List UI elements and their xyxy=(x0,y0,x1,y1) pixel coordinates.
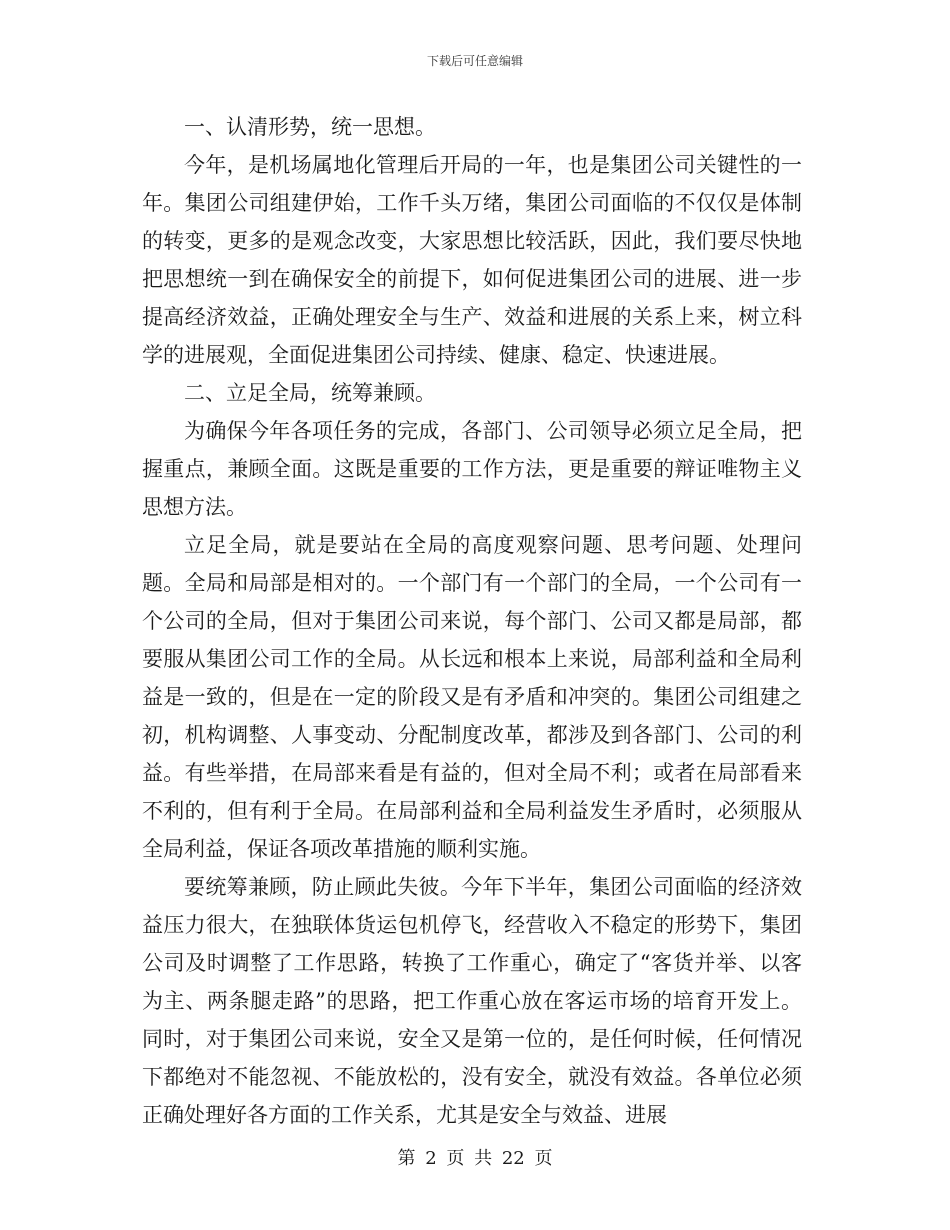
section-heading-2: 二、立足全局，统筹兼顾。 xyxy=(184,381,436,405)
body-paragraph: 要统筹兼顾，防止顾此失彼。今年下半年，集团公司面临的经济效益压力很大，在独联体货运包机停飞，经营收入不稳定的形势下，集团公司及时调整了工作思路，转换了工作重心，确定了“客货并举、以客为主、两条腿走路”的思路，把工作重心放在客运市场的培育开发上。同时，对于集团公司来说，安全又是第一位的，是任何时候，任何情况下都绝对不能忽视、不能放松的，没有安全，就没有效益。各单位必须正确处理好各方面的工作关系，尤其是安全与效益、进展 xyxy=(142,875,802,1127)
page-number-footer: 第 2 页 共 22 页 xyxy=(397,1148,553,1169)
body-paragraph: 为确保今年各项任务的完成，各部门、公司领导必须立足全局，把握重点，兼顾全面。这既是重要的工作方法，更是重要的辩证唯物主义思想方法。 xyxy=(142,419,802,519)
body-paragraph: 立足全局，就是要站在全局的高度观察问题、思考问题、处理问题。全局和局部是相对的。一个部门有一个部门的全局，一个公司有一个公司的全局，但对于集团公司来说，每个部门、公司又都是局部，都要服从集团公司工作的全局。从长远和根本上来说，局部利益和全局利益是一致的，但是在一定的阶段又是有矛盾和冲突的。集团公司组建之初，机构调整、人事变动、分配制度改革，都涉及到各部门、公司的利益。有些举措，在局部来看是有益的，但对全局不利；或者在局部看来不利的，但有利于全局。在局部利益和全局利益发生矛盾时，必须服从全局利益，保证各项改革措施的顺利实施。 xyxy=(142,533,802,861)
section-heading-1: 一、认清形势，统一思想。 xyxy=(184,115,436,139)
document-body xyxy=(142,108,802,1134)
body-paragraph: 今年，是机场属地化管理后开局的一年，也是集团公司关键性的一年。集团公司组建伊始，工作千头万绪，集团公司面临的不仅仅是体制的转变，更多的是观念改变，大家思想比较活跃，因此，我们要尽快地把思想统一到在确保安全的前提下，如何促进集团公司的进展、进一步提高经济效益，正确处理安全与生产、效益和进展的关系上来，树立科学的进展观，全面促进集团公司持续、健康、稳定、快速进展。 xyxy=(142,153,802,367)
header-note: 下载后可任意编辑 xyxy=(426,54,523,68)
